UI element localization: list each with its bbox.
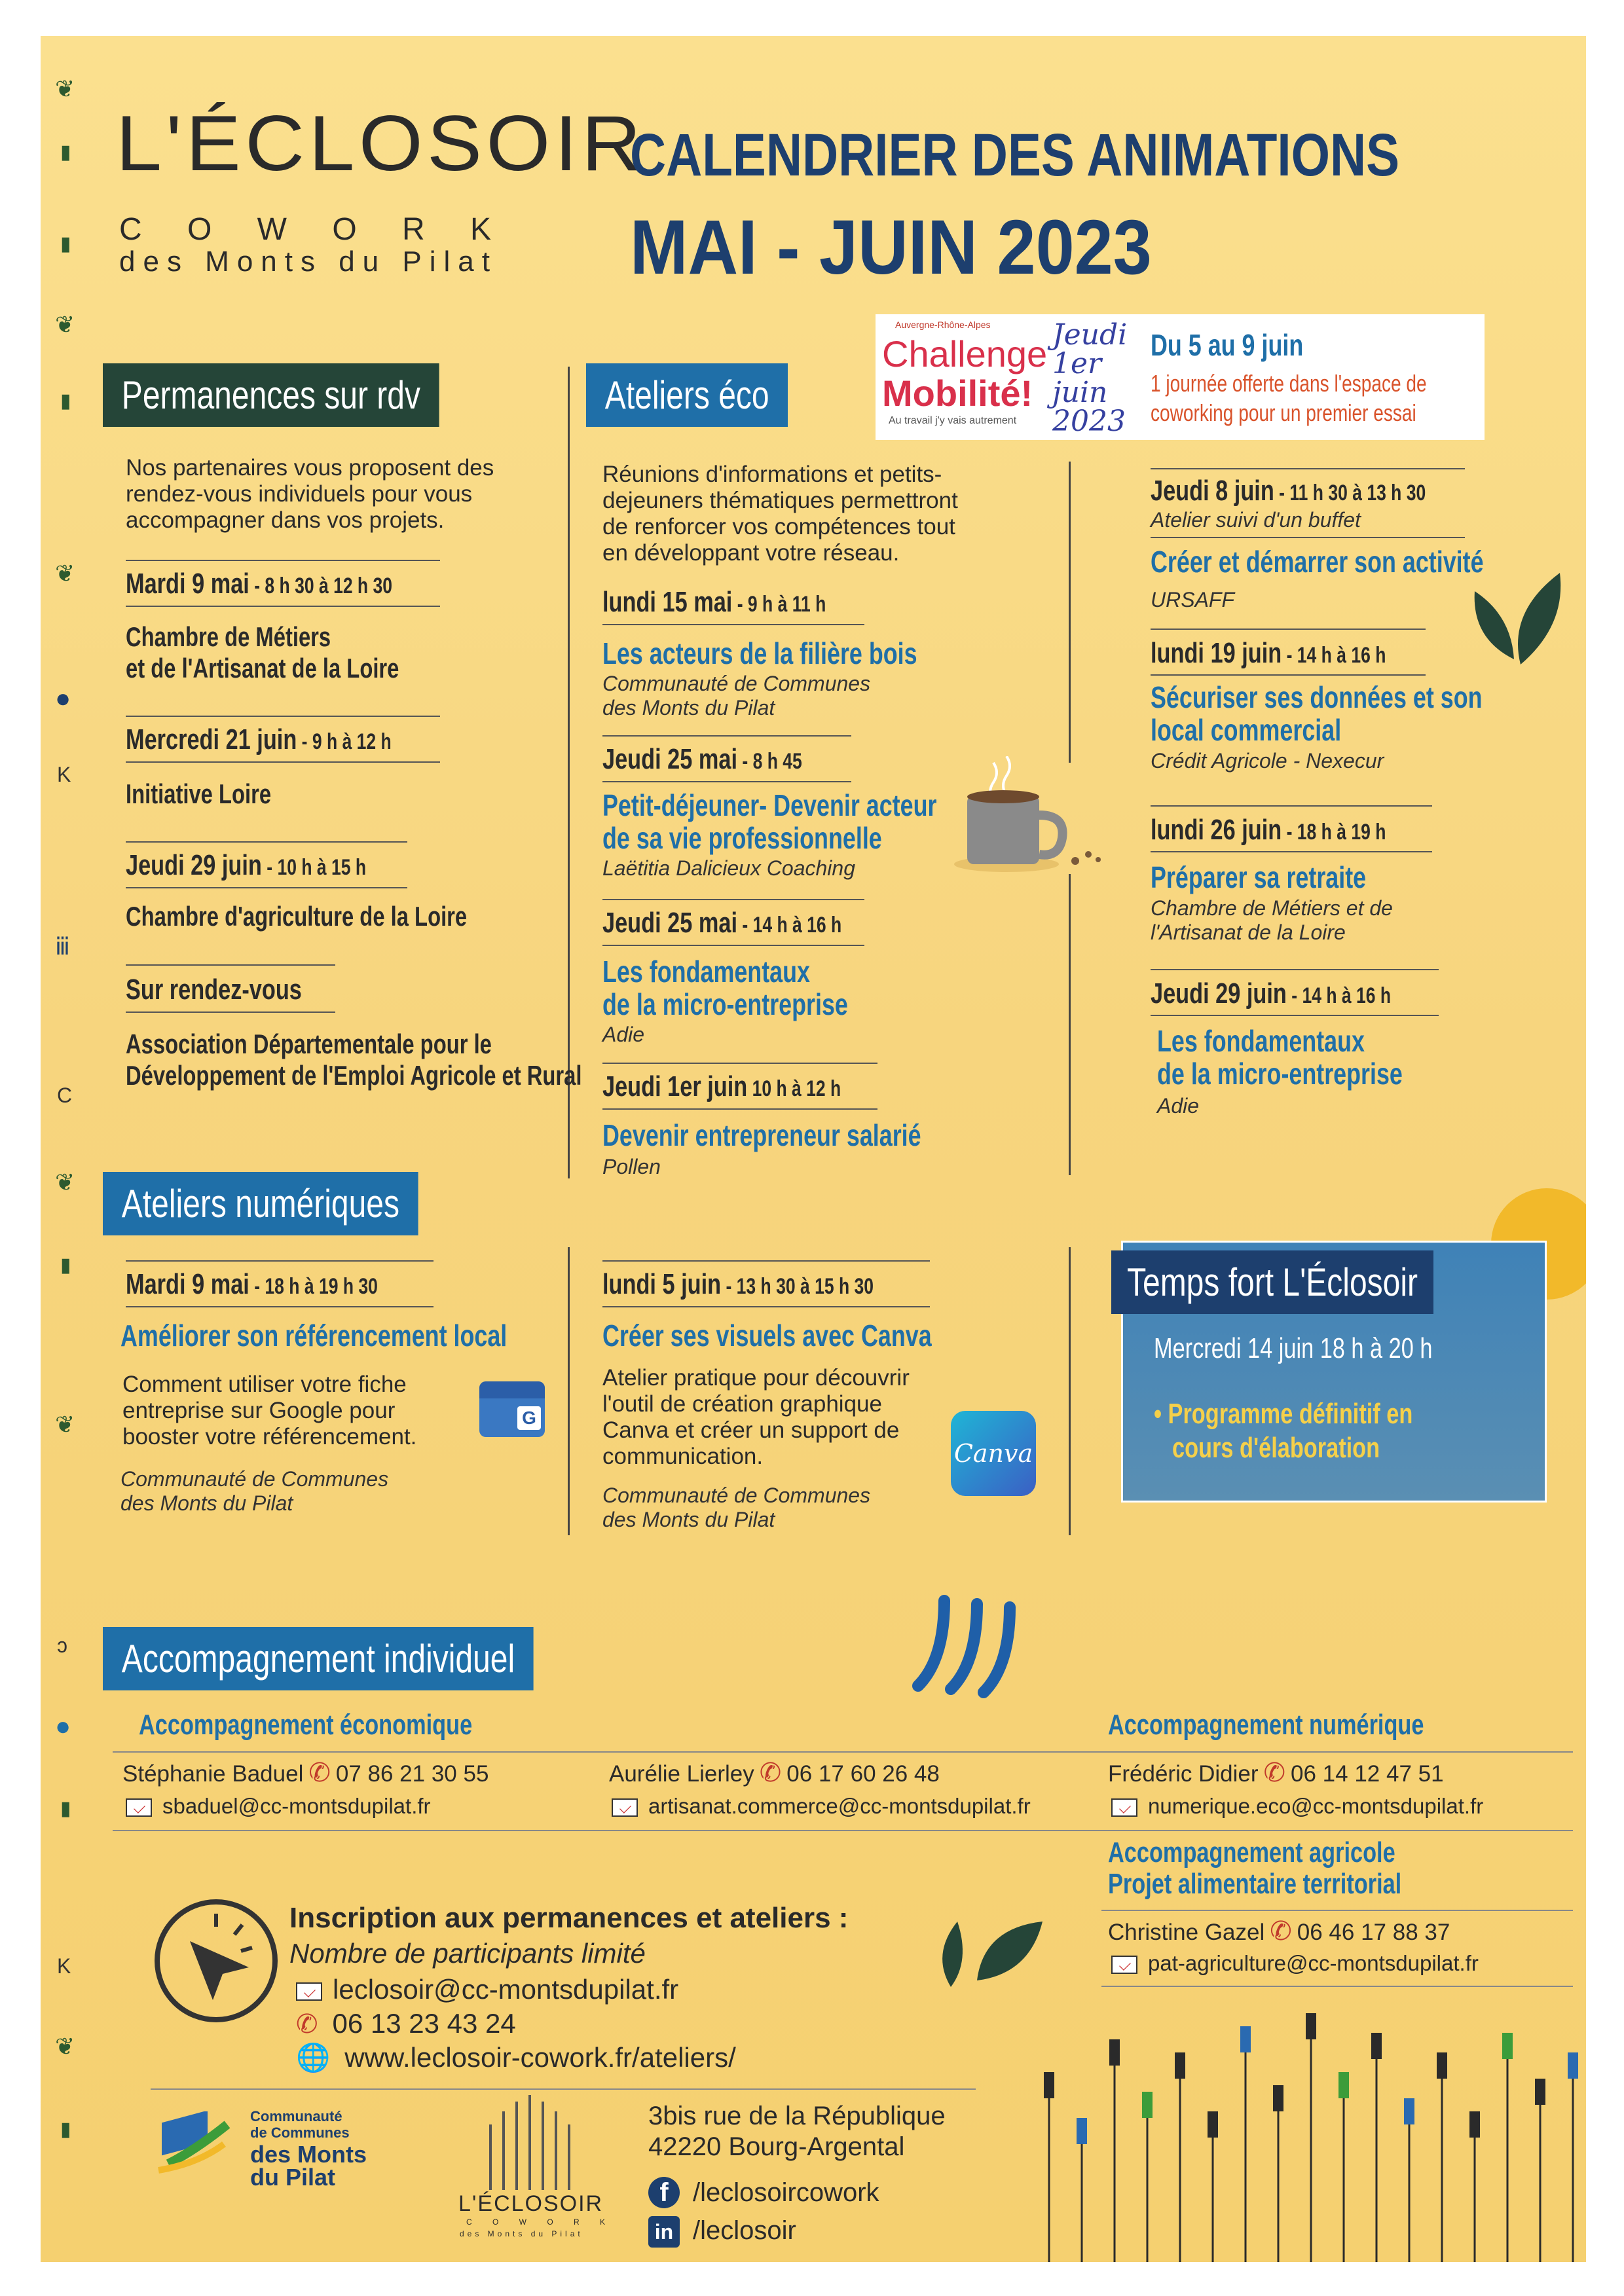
event-title: Petit-déjeuner- Devenir acteur: [602, 788, 937, 822]
cc-text: de Communes: [250, 2124, 350, 2141]
margin-letter: ɔ: [57, 1633, 67, 1657]
google-business-icon: G: [479, 1381, 545, 1437]
event-date: Jeudi 25 mai - 8 h 45: [602, 743, 802, 775]
event-date: Jeudi 29 juin - 10 h à 15 h: [126, 849, 367, 881]
divider: [602, 781, 851, 782]
event-date: Jeudi 1er juin 10 h à 12 h: [602, 1070, 841, 1102]
challenge-tag: Au travail j'y vais autrement: [889, 415, 1017, 426]
phone-icon: ✆: [1263, 1758, 1286, 1787]
contact-person: Stéphanie Baduel ✆ 07 86 21 30 55: [122, 1758, 489, 1787]
event-title: et de l'Artisanat de la Loire: [126, 653, 399, 683]
divider: [1101, 1986, 1573, 1987]
event-org: Communauté de Communes: [120, 1467, 389, 1491]
eco-intro: en développant votre réseau.: [602, 540, 900, 566]
contact-email[interactable]: pat-agriculture@cc-montsdupilat.fr: [1111, 1951, 1479, 1976]
challenge-banner: [876, 314, 1485, 440]
divider: [126, 1011, 335, 1013]
column-divider: [1069, 1247, 1071, 1535]
permanences-intro: rendez-vous individuels pour vous: [126, 481, 473, 507]
event-date: lundi 15 mai - 9 h à 11 h: [602, 586, 826, 618]
divider: [1151, 629, 1426, 630]
eco-intro: Réunions d'informations et petits-: [602, 462, 942, 487]
leaves-icon: [1468, 566, 1566, 671]
event-desc: booster votre référencement.: [122, 1424, 417, 1449]
event-date: Jeudi 8 juin - 11 h 30 à 13 h 30: [1151, 475, 1426, 507]
divider: [1151, 674, 1426, 676]
divider: [602, 624, 864, 625]
event-org: l'Artisanat de la Loire: [1151, 920, 1346, 944]
linkedin-link[interactable]: in /leclosoir: [648, 2216, 796, 2248]
decorative-sticks-icon: [1036, 2013, 1586, 2262]
divider: [1101, 1910, 1573, 1911]
event-date: lundi 19 juin - 14 h à 16 h: [1151, 637, 1386, 669]
globe-icon: 🌐: [296, 2042, 331, 2073]
event-org: Chambre de Métiers et de: [1151, 896, 1393, 920]
numeriques-heading: Ateliers numériques: [103, 1172, 418, 1235]
divider: [602, 899, 864, 900]
page-title: CALENDRIER DES ANIMATIONS: [630, 122, 1400, 189]
cc-logo-icon: [155, 2111, 234, 2183]
accomp-eco-label: Accompagnement économique: [139, 1709, 473, 1741]
divider: [151, 2088, 976, 2090]
divider: [126, 887, 407, 888]
small-logo-sub: des Monts du Pilat: [460, 2229, 583, 2238]
cc-text: du Pilat: [250, 2164, 336, 2191]
event-title: Initiative Loire: [126, 778, 272, 809]
event-title: Créer et démarrer son activité: [1151, 545, 1484, 579]
event-date: Sur rendez-vous: [126, 974, 302, 1006]
dot-mark-icon: ●: [55, 1712, 71, 1741]
phone-icon: ✆: [759, 1758, 782, 1787]
flyer-page: [41, 36, 1586, 2262]
event-title: Chambre de Métiers: [126, 621, 331, 652]
leaf-mark-icon: ❦: [55, 1411, 75, 1438]
dash-mark-icon: ▮: [60, 233, 71, 255]
temps-fort-date: Mercredi 14 juin 18 h à 20 h: [1154, 1332, 1433, 1364]
challenge-offer1: 1 journée offerte dans l'espace de: [1151, 370, 1427, 397]
challenge-line1: Challenge: [882, 333, 1048, 374]
phone-icon: ✆: [308, 1758, 331, 1787]
period-title: MAI - JUIN 2023: [630, 204, 1152, 291]
event-desc: entreprise sur Google pour: [122, 1398, 396, 1423]
mail-icon: [296, 1982, 322, 2001]
leaf-mark-icon: ❦: [55, 1169, 75, 1195]
handwritten-note: Jeudi 1er juin 2023: [1052, 318, 1128, 438]
event-title: Les fondamentaux: [1157, 1024, 1365, 1058]
event-org: des Monts du Pilat: [120, 1491, 293, 1515]
facebook-icon: f: [648, 2177, 680, 2208]
divider: [126, 761, 440, 763]
divider: [113, 1830, 1573, 1831]
divider: [602, 1063, 877, 1064]
divider: [126, 1260, 434, 1262]
linkedin-icon: in: [648, 2216, 680, 2248]
event-desc: communication.: [602, 1444, 764, 1469]
canva-logo-icon: Canva: [951, 1411, 1036, 1496]
divider: [126, 606, 440, 607]
column-divider: [568, 1247, 570, 1535]
event-org: Crédit Agricole - Nexecur: [1151, 749, 1384, 773]
phone-icon: ✆: [1270, 1917, 1292, 1946]
mail-icon: [126, 1798, 152, 1817]
divider: [126, 964, 335, 966]
dash-mark-icon: ▮: [60, 1798, 71, 1819]
divider: [602, 945, 864, 946]
margin-letter: K: [57, 1954, 71, 1978]
event-title: Préparer sa retraite: [1151, 860, 1367, 894]
eco-intro: dejeuners thématiques permettront: [602, 488, 958, 513]
event-sub: Atelier suivi d'un buffet: [1151, 508, 1361, 532]
accomp-agri-label: Accompagnement agricole: [1108, 1836, 1395, 1868]
margin-letter: C: [57, 1084, 73, 1107]
permanences-intro: Nos partenaires vous proposent des: [126, 455, 494, 481]
temps-fort-heading: Temps fort L'Éclosoir: [1111, 1250, 1433, 1314]
event-title: Association Départementale pour le: [126, 1029, 492, 1059]
divider: [1151, 468, 1465, 469]
permanences-intro: accompagner dans vos projets.: [126, 507, 445, 533]
leaf-mark-icon: ❦: [55, 2033, 75, 2060]
event-desc: Atelier pratique pour découvrir: [602, 1365, 910, 1391]
event-title: de sa vie professionnelle: [602, 821, 882, 855]
challenge-tiny: Auvergne-Rhône-Alpes: [895, 319, 991, 330]
event-date: lundi 26 juin - 18 h à 19 h: [1151, 814, 1386, 846]
dash-mark-icon: ▮: [60, 141, 71, 163]
event-org: URSAFF: [1151, 588, 1234, 611]
inscription-email[interactable]: leclosoir@cc-montsdupilat.fr: [296, 1974, 678, 2005]
event-title: de la micro-entreprise: [1157, 1057, 1403, 1091]
accomp-pat-label: Projet alimentaire territorial: [1108, 1868, 1402, 1900]
permanences-heading: Permanences sur rdv: [103, 363, 439, 427]
divider: [1151, 851, 1432, 852]
small-logo-sub: C O W O R K: [466, 2217, 614, 2227]
divider: [126, 1306, 434, 1307]
brand-logo-text: L'ÉCLOSOIR: [116, 100, 646, 187]
divider: [602, 1260, 930, 1262]
contact-email[interactable]: sbaduel@cc-montsdupilat.fr: [126, 1794, 431, 1819]
contact-person: Frédéric Didier ✆ 06 14 12 47 51: [1108, 1758, 1444, 1787]
divider: [602, 1108, 877, 1110]
leaves-icon: [931, 1915, 1049, 1994]
address-line2: 42220 Bourg-Argental: [648, 2132, 905, 2161]
eclosoir-small-logo-icon: [476, 2092, 594, 2196]
event-title: Améliorer son référencement local: [120, 1319, 507, 1353]
temps-fort-line2: cours d'élaboration: [1172, 1432, 1380, 1464]
event-org: Adie: [602, 1023, 645, 1046]
dot-mark-icon: ●: [55, 684, 71, 713]
divider: [602, 1306, 930, 1307]
contact-email[interactable]: numerique.eco@cc-montsdupilat.fr: [1111, 1794, 1483, 1819]
event-org: Adie: [1157, 1094, 1200, 1118]
mail-icon: [1111, 1798, 1137, 1817]
mail-icon: [612, 1798, 638, 1817]
column-divider: [568, 367, 570, 1178]
event-date: Mardi 9 mai - 8 h 30 à 12 h 30: [126, 568, 393, 600]
address-line1: 3bis rue de la République: [648, 2102, 946, 2130]
eco-intro: de renforcer vos compétences tout: [602, 514, 955, 539]
event-title: Chambre d'agriculture de la Loire: [126, 901, 468, 932]
click-cursor-icon: [151, 1895, 282, 2026]
event-title: Développement de l'Emploi Agricole et Rural: [126, 1060, 582, 1091]
divider: [602, 735, 851, 737]
event-org: Laëtitia Dalicieux Coaching: [602, 856, 855, 880]
divider: [113, 1751, 1573, 1753]
event-title: Devenir entrepreneur salarié: [602, 1118, 921, 1152]
event-date: Jeudi 29 juin - 14 h à 16 h: [1151, 977, 1392, 1010]
event-desc: l'outil de création graphique: [602, 1391, 882, 1417]
accomp-num-label: Accompagnement numérique: [1108, 1709, 1424, 1741]
leaf-mark-icon: ❦: [55, 75, 75, 102]
temps-fort-line1: • Programme définitif en: [1154, 1398, 1413, 1430]
column-divider: [1069, 874, 1071, 1175]
wave-lines-icon: [905, 1588, 1036, 1699]
challenge-dates: Du 5 au 9 juin: [1151, 328, 1304, 362]
challenge-line2: Mobilité!: [882, 373, 1033, 414]
event-title: Les fondamentaux: [602, 955, 811, 989]
divider: [126, 716, 440, 717]
inscription-sub: Nombre de participants limité: [289, 1938, 646, 1969]
challenge-offer2: coworking pour un premier essai: [1151, 399, 1416, 426]
coffee-cup-icon: [954, 756, 1111, 874]
event-date: Jeudi 25 mai - 14 h à 16 h: [602, 907, 842, 939]
divider: [126, 560, 440, 561]
cc-text: des Monts: [250, 2141, 367, 2168]
column-divider: [1069, 462, 1071, 763]
eco-heading: Ateliers éco: [586, 363, 788, 427]
wave-mark-icon: ⅲ: [55, 933, 70, 960]
event-date: Mercredi 21 juin - 9 h à 12 h: [126, 723, 392, 756]
contact-email[interactable]: artisanat.commerce@cc-montsdupilat.fr: [612, 1794, 1031, 1819]
inscription-phone: ✆ 06 13 23 43 24: [296, 2008, 516, 2039]
divider: [1151, 537, 1465, 538]
inscription-web[interactable]: 🌐 www.leclosoir-cowork.fr/ateliers/: [296, 2042, 736, 2073]
event-org: des Monts du Pilat: [602, 696, 775, 720]
contact-person: Christine Gazel ✆ 06 46 17 88 37: [1108, 1917, 1450, 1946]
event-title: de la micro-entreprise: [602, 987, 848, 1021]
event-desc: Comment utiliser votre fiche: [122, 1372, 407, 1397]
event-date: Mardi 9 mai - 18 h à 19 h 30: [126, 1268, 378, 1300]
divider: [1151, 805, 1432, 807]
contact-person: Aurélie Lierley ✆ 06 17 60 26 48: [609, 1758, 940, 1787]
event-title: Sécuriser ses données et son: [1151, 680, 1483, 714]
cc-text: Communauté: [250, 2108, 342, 2124]
facebook-link[interactable]: f /leclosoircowork: [648, 2177, 879, 2208]
divider: [126, 841, 407, 843]
event-org: Pollen: [602, 1155, 661, 1178]
event-org: Communauté de Communes: [602, 1484, 871, 1507]
divider: [1151, 969, 1439, 970]
event-title: Créer ses visuels avec Canva: [602, 1319, 932, 1353]
mail-icon: [1111, 1956, 1137, 1974]
dash-mark-icon: ▮: [60, 2119, 71, 2140]
leaf-mark-icon: ❦: [55, 311, 75, 338]
small-logo-text: L'ÉCLOSOIR: [458, 2191, 604, 2216]
brand-sub1: C O W O R K: [119, 212, 509, 247]
accompagnement-heading: Accompagnement individuel: [103, 1627, 534, 1690]
inscription-title: Inscription aux permanences et ateliers :: [289, 1902, 849, 1934]
margin-letter: K: [57, 763, 71, 786]
dash-mark-icon: ▮: [60, 390, 71, 412]
event-title: local commercial: [1151, 713, 1342, 747]
divider: [1151, 1015, 1439, 1016]
dash-mark-icon: ▮: [60, 1254, 71, 1276]
brand-sub2: des Monts du Pilat: [119, 246, 498, 278]
leaf-mark-icon: ❦: [55, 560, 75, 587]
event-date: lundi 5 juin - 13 h 30 à 15 h 30: [602, 1268, 874, 1300]
event-org: des Monts du Pilat: [602, 1508, 775, 1531]
phone-icon: ✆: [296, 2010, 318, 2039]
event-title: Les acteurs de la filière bois: [602, 636, 917, 670]
event-desc: Canva et créer un support de: [602, 1417, 900, 1443]
event-org: Communauté de Communes: [602, 672, 871, 695]
